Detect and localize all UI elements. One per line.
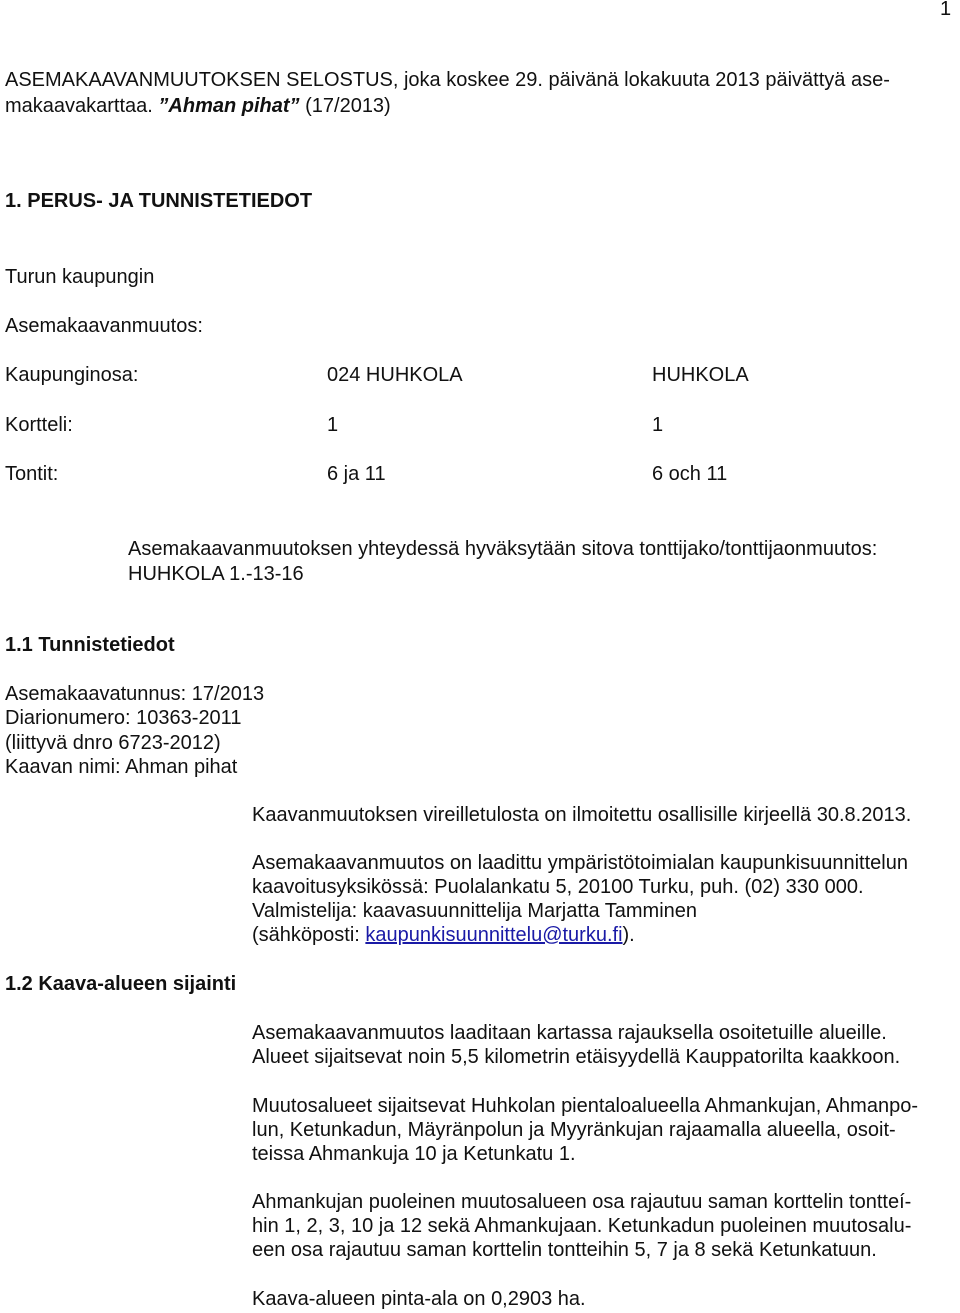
district-value-sv: HUHKOLA xyxy=(652,364,749,386)
change-label: Asemakaavanmuutos: xyxy=(5,315,203,337)
paragraph-line: Muutosalueet sijaitsevat Huhkolan pientaloalueella Ahmankujan, Ahmanpo- xyxy=(252,1095,918,1117)
diary-number-line: Diarionumero: 10363-2011 xyxy=(5,707,242,729)
city-label: Turun kaupungin xyxy=(5,266,155,288)
plots-label: Tontit: xyxy=(5,463,59,485)
title-text: makaavakarttaa. xyxy=(5,95,159,117)
paragraph-line: lun, Ketunkadun, Mäyränpolun ja Myyränkujan rajaamalla alueella, osoit- xyxy=(252,1119,896,1141)
block-label: Kortteli: xyxy=(5,414,73,436)
section-1-1-heading: 1.1 Tunnistetiedot xyxy=(5,634,175,656)
plots-value-fi: 6 ja 11 xyxy=(327,463,386,485)
plots-value-sv: 6 och 11 xyxy=(652,463,728,485)
page-number: 1 xyxy=(940,0,952,20)
email-link[interactable]: kaupunkisuunnittelu@turku.fi xyxy=(365,924,623,946)
location-paragraph-3 xyxy=(252,1190,952,1262)
prepared-line-4 xyxy=(252,923,952,947)
paragraph-line: Alueet sijaitsevat noin 5,5 kilometrin etäisyydellä Kauppatorilta kaakkoon. xyxy=(252,1046,901,1068)
notice-text: Kaavanmuutoksen vireilletulosta on ilmoitettu osallisille kirjeellä 30.8.2013. xyxy=(252,804,912,826)
section-1-2-heading: 1.2 Kaava-alueen sijainti xyxy=(5,973,237,995)
district-label: Kaupunginosa: xyxy=(5,364,139,386)
document-title-line-1: ASEMAKAAVANMUUTOKSEN SELOSTUS, joka koskee 29. päivänä lokakuuta 2013 päivättyä ase- xyxy=(5,69,890,91)
email-prefix: (sähköposti: xyxy=(252,924,366,946)
block-value-sv: 1 xyxy=(652,414,664,436)
plot-division-line-2: HUHKOLA 1.-13-16 xyxy=(128,563,304,585)
email-suffix: ). xyxy=(622,924,635,946)
location-paragraph-1 xyxy=(252,1021,952,1069)
location-paragraph-2 xyxy=(252,1094,952,1166)
prepared-by-paragraph xyxy=(252,851,952,947)
paragraph-line: Kaava-alueen pinta-ala on 0,2903 ha. xyxy=(252,1288,586,1310)
plan-id-line: Asemakaavatunnus: 17/2013 xyxy=(5,683,265,705)
area-paragraph xyxy=(252,1287,952,1311)
district-value-fi: 024 HUHKOLA xyxy=(327,364,463,386)
paragraph-line: een osa rajautuu saman korttelin tontteihin 5, 7 ja 8 sekä Ketunkatuun. xyxy=(252,1239,877,1261)
section-1-heading: 1. PERUS- JA TUNNISTETIEDOT xyxy=(5,190,313,212)
prepared-line-3: Valmistelija: kaavasuunnittelija Marjatta Tamminen xyxy=(252,900,698,922)
plan-code: (17/2013) xyxy=(299,95,391,117)
block-value-fi: 1 xyxy=(327,414,339,436)
paragraph-line: teissa Ahmankuja 10 ja Ketunkatu 1. xyxy=(252,1143,576,1165)
prepared-line-1: Asemakaavanmuutos on laadittu ympäristötoimialan kaupunkisuunnittelun xyxy=(252,852,908,874)
document-title-line-2 xyxy=(5,94,391,118)
related-diary-line: (liittyvä dnro 6723-2012) xyxy=(5,732,221,754)
plan-name: ”Ahman pihat” xyxy=(158,95,300,117)
paragraph-line: Ahmankujan puoleinen muutosalueen osa rajautuu saman korttelin tontteí- xyxy=(252,1191,912,1213)
plot-division-line-1: Asemakaavanmuutoksen yhteydessä hyväksytään sitova tonttijako/tonttijaonmuutos: xyxy=(128,538,878,560)
paragraph-line: hin 1, 2, 3, 10 ja 12 sekä Ahmankujaan. Ketunkadun puoleinen muutosalu- xyxy=(252,1215,912,1237)
plan-name-line: Kaavan nimi: Ahman pihat xyxy=(5,756,238,778)
paragraph-line: Asemakaavanmuutos laaditaan kartassa rajauksella osoitetuille alueille. xyxy=(252,1022,887,1044)
prepared-line-2: kaavoitusyksikössä: Puolalankatu 5, 20100 Turku, puh. (02) 330 000. xyxy=(252,876,864,898)
